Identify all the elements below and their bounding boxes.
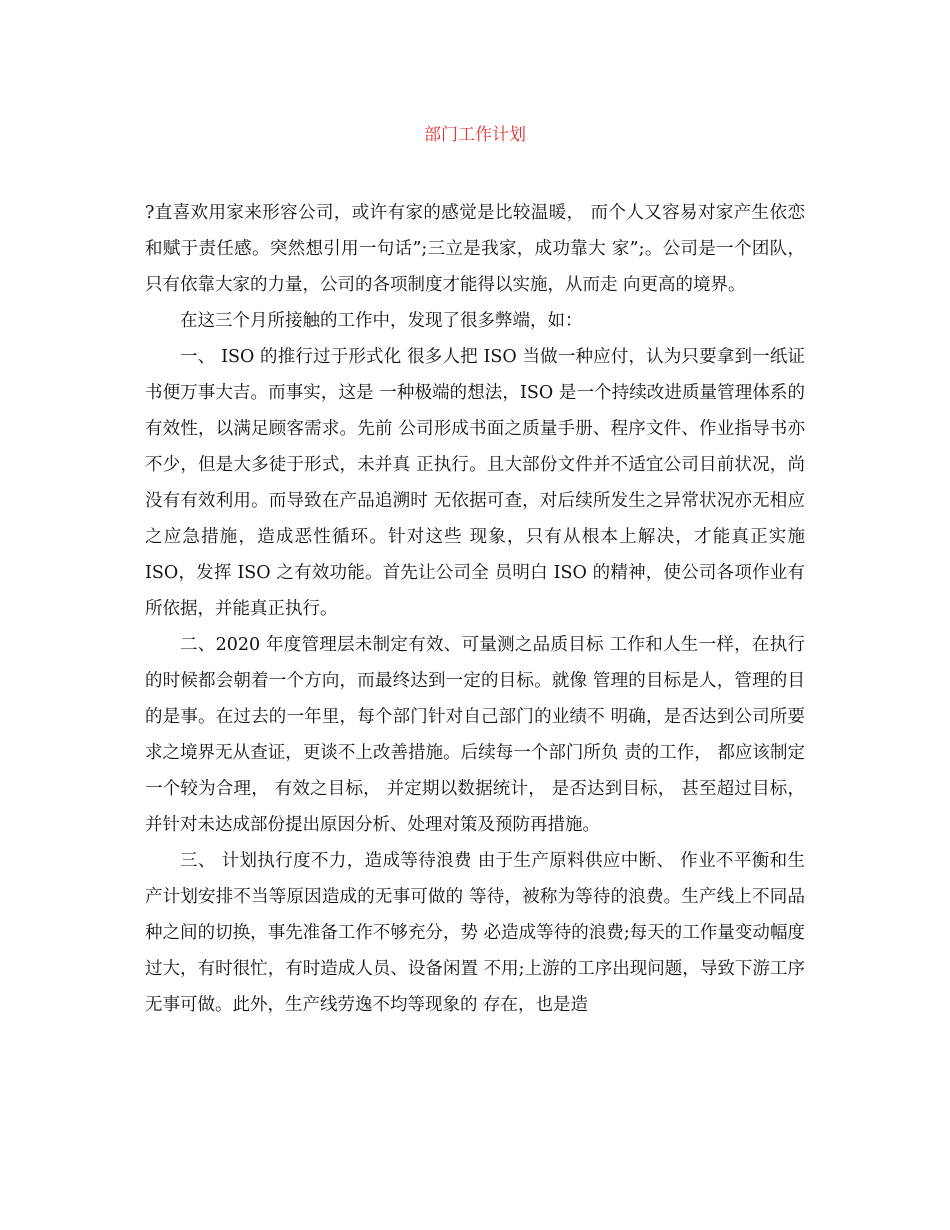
paragraph-observation: 在这三个月所接触的工作中，发现了很多弊端，如：	[180, 311, 583, 331]
paragraph-iso: 一、 ISO 的推行过于形式化 很多人把 ISO 当做一种应付，认为只要拿到一纸证书便万事大吉。而事实，这是 一种极端的想法，ISO 是一个持续改进质量管理体系的有效性，以满足顾客需求。先前 公司形成书面之质量手册、程序文件、作业指导书亦不少，但是大多徒于形式，未并真 正执行。且大部份文件并不适宜公司目前状况，尚没有有效利用。而导致在产品追溯时 无依据可查，对后续所发生之异常状况亦无相应之应急措施，造成恶性循环。针对这些 现象，只有从根本上解决，才能真正实施 ISO，发挥 ISO 之有效功能。首先让公司全 员明白 ISO 的精神，使公司各项作业有所依据，并能真正执行。	[145, 347, 805, 619]
paragraph-intro: ?直喜欢用家来形容公司，或许有家的感觉是比较温暖， 而个人又容易对家产生依恋和赋于责任感。突然想引用一句话”;三立是我家，成功靠大 家”;。公司是一个团队，只有依靠大家的力量，公司的各项制度才能得以实施，从而走 向更高的境界。	[145, 203, 805, 295]
document-body	[145, 195, 805, 1023]
paragraph-quality-goals: 二、2020 年度管理层未制定有效、可量测之品质目标 工作和人生一样，在执行的时候都会朝着一个方向，而最终达到一定的目标。就像 管理的目标是人，管理的目的是事。在过去的一年里，每个部门针对自己部门的业绩不 明确，是否达到公司所要求之境界无从查证，更谈不上改善措施。后续每一个部门所负 责的工作， 都应该制定一个较为合理， 有效之目标， 并定期以数据统计， 是否达到目标， 甚至超过目标，并针对未达成部份提出原因分析、处理对策及预防再措施。	[145, 635, 805, 835]
paragraph-plan-execution: 三、 计划执行度不力，造成等待浪费 由于生产原料供应中断、 作业不平衡和生产计划安排不当等原因造成的无事可做的 等待，被称为等待的浪费。生产线上不同品种之间的切换，事先准备工作不够充分，势 必造成等待的浪费;每天的工作量变动幅度过大，有时很忙，有时造成人员、设备闲置 不用;上游的工序出现问题，导致下游工序无事可做。此外，生产线劳逸不均等现象的 存在，也是造	[145, 851, 805, 1015]
page-title: 部门工作计划	[424, 125, 526, 145]
